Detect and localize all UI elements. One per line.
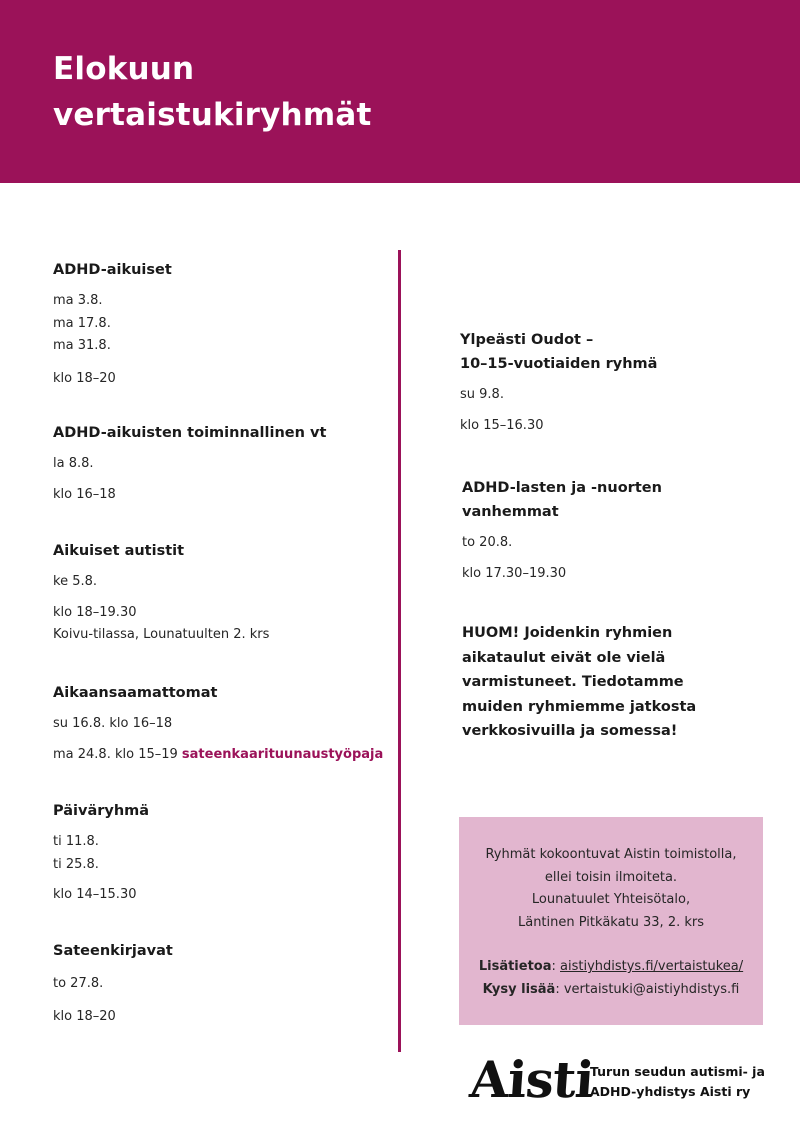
group-heading: Päiväryhmä bbox=[53, 803, 150, 819]
group-time: klo 14–15.30 bbox=[53, 887, 137, 902]
group-time: klo 17.30–19.30 bbox=[462, 565, 567, 581]
session-text: ma 24.8. klo 15–19 bbox=[53, 746, 182, 762]
org-line: Turun seudun autismi- ja bbox=[590, 1064, 765, 1079]
notice-text bbox=[462, 621, 762, 744]
group-heading-line2: vanhemmat bbox=[462, 504, 559, 520]
group-heading-line1: Ylpeästi Oudot – bbox=[460, 332, 594, 348]
more-info-row: Lisätietoa: aistiyhdistys.fi/vertaistukea/ bbox=[478, 959, 744, 974]
group-heading: Aikuiset autistit bbox=[53, 543, 185, 559]
page-title-line2: vertaistukiryhmät bbox=[53, 97, 372, 133]
org-line: ADHD-yhdistys Aisti ry bbox=[590, 1084, 751, 1099]
group-heading-line1: ADHD-lasten ja -nuorten bbox=[462, 480, 662, 496]
notice-line: varmistuneet. Tiedotamme bbox=[462, 674, 684, 690]
organization-name bbox=[590, 1062, 765, 1102]
group-session bbox=[53, 744, 393, 767]
group-date: ti 11.8. bbox=[53, 834, 99, 849]
group-heading-line2: 10–15-vuotiaiden ryhmä bbox=[460, 356, 658, 372]
group-location: Koivu-tilassa, Lounatuulten 2. krs bbox=[53, 627, 270, 642]
info-line: Ryhmät kokoontuvat Aistin toimistolla, bbox=[485, 847, 737, 862]
group-date: to 20.8. bbox=[462, 535, 513, 550]
group-time: klo 18–19.30 bbox=[53, 604, 137, 620]
notice-line: muiden ryhmiemme jatkosta bbox=[462, 698, 697, 715]
group-heading: Sateenkirjavat bbox=[53, 943, 173, 959]
info-line: Lounatuulet Yhteisötalo, bbox=[531, 892, 691, 907]
notice-line: verkkosivuilla ja somessa! bbox=[462, 723, 678, 739]
page-title-line1: Elokuun bbox=[53, 51, 195, 87]
page-title bbox=[53, 46, 371, 138]
group-time: klo 16–18 bbox=[53, 486, 116, 502]
ask-email[interactable]: vertaistuki@aistiyhdistys.fi bbox=[563, 981, 740, 997]
group-date: ti 25.8. bbox=[53, 856, 99, 872]
notice-line: aikataulut eivät ole vielä bbox=[462, 649, 666, 666]
group-time: klo 18–20 bbox=[53, 1008, 116, 1024]
group-aikuiset-autistit bbox=[53, 539, 269, 647]
workshop-highlight: sateenkaarituunaustyöpaja bbox=[181, 746, 384, 762]
group-ylpeasti-oudot bbox=[460, 328, 760, 437]
ask-row: Kysy lisää: vertaistuki@aistiyhdistys.fi bbox=[482, 981, 740, 997]
group-date: ma 31.8. bbox=[53, 338, 111, 353]
group-paivaryhma bbox=[53, 799, 149, 907]
group-date: la 8.8. bbox=[53, 456, 94, 471]
group-adhd-toiminnallinen bbox=[53, 421, 326, 506]
ask-label: Kysy lisää bbox=[482, 981, 556, 997]
group-adhd-aikuiset bbox=[53, 258, 172, 390]
column-divider bbox=[398, 250, 401, 1052]
notice-line: HUOM! Joidenkin ryhmien bbox=[462, 625, 673, 641]
group-session: su 16.8. klo 16–18 bbox=[53, 716, 173, 731]
group-date: ma 17.8. bbox=[53, 315, 111, 331]
group-heading: ADHD-aikuiset bbox=[53, 262, 172, 278]
group-date: ma 3.8. bbox=[53, 293, 103, 308]
group-time: klo 18–20 bbox=[53, 370, 116, 386]
group-sateenkirjavat bbox=[53, 939, 173, 1028]
group-date: ke 5.8. bbox=[53, 574, 98, 589]
info-box bbox=[459, 817, 763, 1025]
info-line: ellei toisin ilmoiteta. bbox=[544, 869, 678, 885]
group-adhd-vanhemmat bbox=[462, 476, 762, 585]
info-line: Läntinen Pitkäkatu 33, 2. krs bbox=[517, 914, 705, 930]
group-aikaansaamattomat bbox=[53, 681, 393, 766]
group-date: to 27.8. bbox=[53, 976, 104, 991]
group-heading: ADHD-aikuisten toiminnallinen vt bbox=[53, 425, 327, 441]
group-heading: Aikaansaamattomat bbox=[53, 685, 218, 701]
header-banner bbox=[0, 0, 800, 183]
group-time: klo 15–16.30 bbox=[460, 417, 544, 433]
group-date: su 9.8. bbox=[460, 387, 504, 402]
more-info-link[interactable]: aistiyhdistys.fi/vertaistukea/ bbox=[560, 959, 744, 974]
aisti-logo: Aisti bbox=[467, 1050, 596, 1109]
more-info-label: Lisätietoa bbox=[478, 959, 552, 974]
